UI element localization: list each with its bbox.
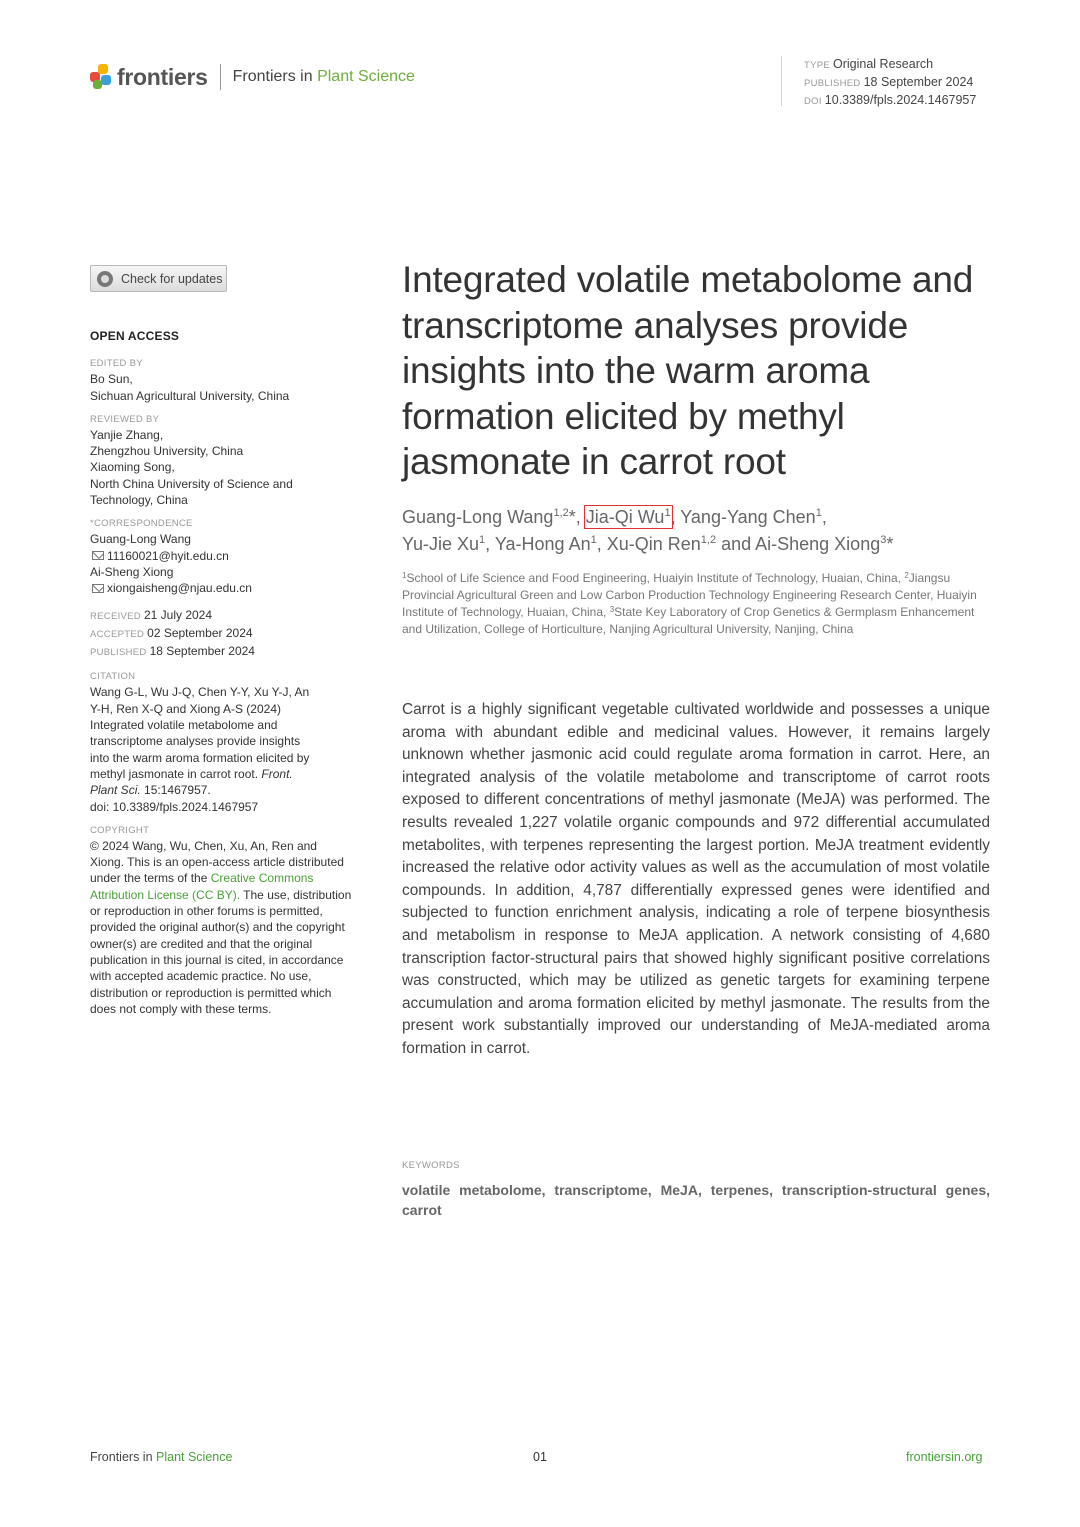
author-highlighted[interactable]: Jia-Qi Wu$^1$ [585,507,671,527]
crossmark-icon [97,271,113,287]
reviewed-by-label: REVIEWED BY [90,413,160,425]
accepted-date: ACCEPTED 02 September 2024 [90,625,253,640]
journal-name: Frontiers in Plant Science [232,68,415,85]
brand-name: frontiers [117,63,208,90]
email-link[interactable]: 11160021@hyit.edu.cn [90,548,360,564]
copyright-text: © 2024 Wang, Wu, Chen, Xu, An, Ren and Xiong. This is an open-access article distributed under the terms of the Creative Commons Attribution License (CC BY). The use, distribution or reproduction in other forums is permitted, provided the original author(s) and the copyright owner(s) are credited and that the original publication in this journal is cited, in accordance with accepted academic practice. No use, distribution or reproduction is permitted which does not comply with these terms. [90,838,352,1016]
abstract: Carrot is a highly significant vegetable cultivated worldwide and possesses a unique aroma with abundant edible and medicinal values. However, it remains largely unknown whether jasmonic acid could regulate aroma formation in carrot. Here, an integrated analysis of the volatile metabolome and transcriptome of carrot roots exposed to different concentrations of methyl jasmonate (MeJA) was performed. The results revealed 1,227 volatile organic compounds and 972 differential accumulated metabolites, with terpenes representing the largest portion. MeJA treatment evidently increased the relative odor activity values as well as the accumulation of most volatile compounds. In addition, 4,787 differentially expressed genes were identified and subjected to function enrichment analysis, indicating a role of terpene biosynthesis and metabolism in response to MeJA application. A network consisting of 4,680 transcription factor-structural pairs that showed highly significant positive correlations was constructed, which may be utilized as genetic targets for examining terpene accumulation and aroma formation elicited by methyl jasmonate. The results from the present work substantially improved our understanding of MeJA-mediated aroma formation in carrot. [402,701,990,1057]
envelope-icon [92,584,104,593]
correspondence-label: *CORRESPONDENCE [90,518,193,530]
citation-label: CITATION [90,671,136,683]
keywords-label: KEYWORDS [402,1160,460,1171]
author[interactable]: Ai-Sheng Xiong [755,534,881,554]
author[interactable]: Yu-Jie Xu [402,534,480,554]
affiliations: $^1$School of Life Science and Food Engineering, Huaiyin Institute of Technology, Huaian, China, $^2$Jiangsu Provincial Agricultural Green and Low Carbon Production Technology Engineering Research Center, Huaiyin Institute of Technology, Huaian, China, $^3$State Key Laboratory of Crop Genetics & Germplasm Enhancement and Utilization, College of Horticulture, Nanjing Agricultural University, Nanjing, China [402,571,977,636]
doi[interactable]: DOI 10.3389/fpls.2024.1467957 [804,93,977,107]
article-title: Integrated volatile metabolome and transcriptome analyses provide insights into the warm aroma formation elicited by methyl jasmonate in carrot root [402,259,974,482]
check-updates-label: Check for updates [121,271,223,286]
site-link[interactable]: frontiersin.org [906,1450,983,1464]
published-date: PUBLISHED 18 September 2024 [90,644,255,659]
keywords: volatile metabolome, transcriptome, MeJA, terpenes, transcription-structural genes, carrot [402,1182,990,1218]
sidebar: OPEN ACCESS EDITED BY Bo Sun, Sichuan Agricultural University, China REVIEWED BY Yanjie Zhang, Zhengzhou University, China Xiaoming Song, North China University of Science and Technology, China *CORRESPONDENCE Guang-Long Wang 11160021@hyit.edu.cn Ai-Sheng Xiong xiongaisheng@njau.edu.cn RECEIVED 21 July 2024 ACCEPTED 02 September 2024 PUBLISHED 18 September 2024 CITATION Wang G-L, Wu J-Q, Chen Y-Y, Xu Y-J, An Y-H, Ren X-Q and Xiong A-S (2024) Integrated volatile metabolome and transcriptome analyses provide insights into the warm aroma formation elicited by methyl jasmonate in carrot root. Front. Plant Sci. 15:1467957. doi: 10.3389/fpls.2024.1467957 COPYRIGHT © 2024 Wang, Wu, Chen, Xu, An, Ren and Xiong. This is an open-access article distributed under the terms of the Creative Commons Attribution License (CC BY). The use, distribution or reproduction in other forums is permitted, provided the original author(s) and the copyright owner(s) are credited and that the original publication in this journal is cited, in accordance with accepted academic practice. No use, distribution or reproduction is permitted which does not comply with these terms. [90,328,360,1017]
check-updates-button[interactable] [90,265,227,292]
author[interactable]: Yang-Yang Chen [680,507,816,527]
publish-date: PUBLISHED 18 September 2024 [804,75,974,89]
article-meta [781,56,976,106]
license-link[interactable]: Creative Commons Attribution License (CC BY). [90,871,314,902]
page-number: 01 [533,1450,547,1464]
open-access-label: OPEN ACCESS [90,329,180,343]
citation-text: Wang G-L, Wu J-Q, Chen Y-Y, Xu Y-J, An Y-H, Ren X-Q and Xiong A-S (2024) Integrated volatile metabolome and transcriptome analyses provide insights into the warm aroma formation elicited by methyl jasmonate in carrot root. Front. Plant Sci. 15:1467957. doi: 10.3389/fpls.2024.1467957 [90,685,310,814]
received-date: RECEIVED 21 July 2024 [90,607,213,622]
frontiers-logo-icon [90,64,112,90]
envelope-icon [92,551,104,560]
edited-by-label: EDITED BY [90,358,143,370]
journal-logo[interactable] [90,62,415,92]
author[interactable]: Ya-Hong An [494,534,591,554]
footer-journal: Frontiers in Plant Science [90,1450,233,1464]
copyright-label: COPYRIGHT [90,824,150,836]
email-link[interactable]: xiongaisheng@njau.edu.cn [90,580,360,596]
article-type: TYPE Original Research [804,57,934,71]
divider [220,64,221,90]
author[interactable]: Guang-Long Wang [402,507,554,527]
author[interactable]: Xu-Qin Ren [606,534,701,554]
author-list: Guang-Long Wang$^{1,2}$*, Jia-Qi Wu$^1$, Yang-Yang Chen$^1$, Yu-Jie Xu$^1$, Ya-Hong An$^1$, Xu-Qin Ren$^{1,2}$ and Ai-Sheng Xiong$^3$* [402,507,894,554]
